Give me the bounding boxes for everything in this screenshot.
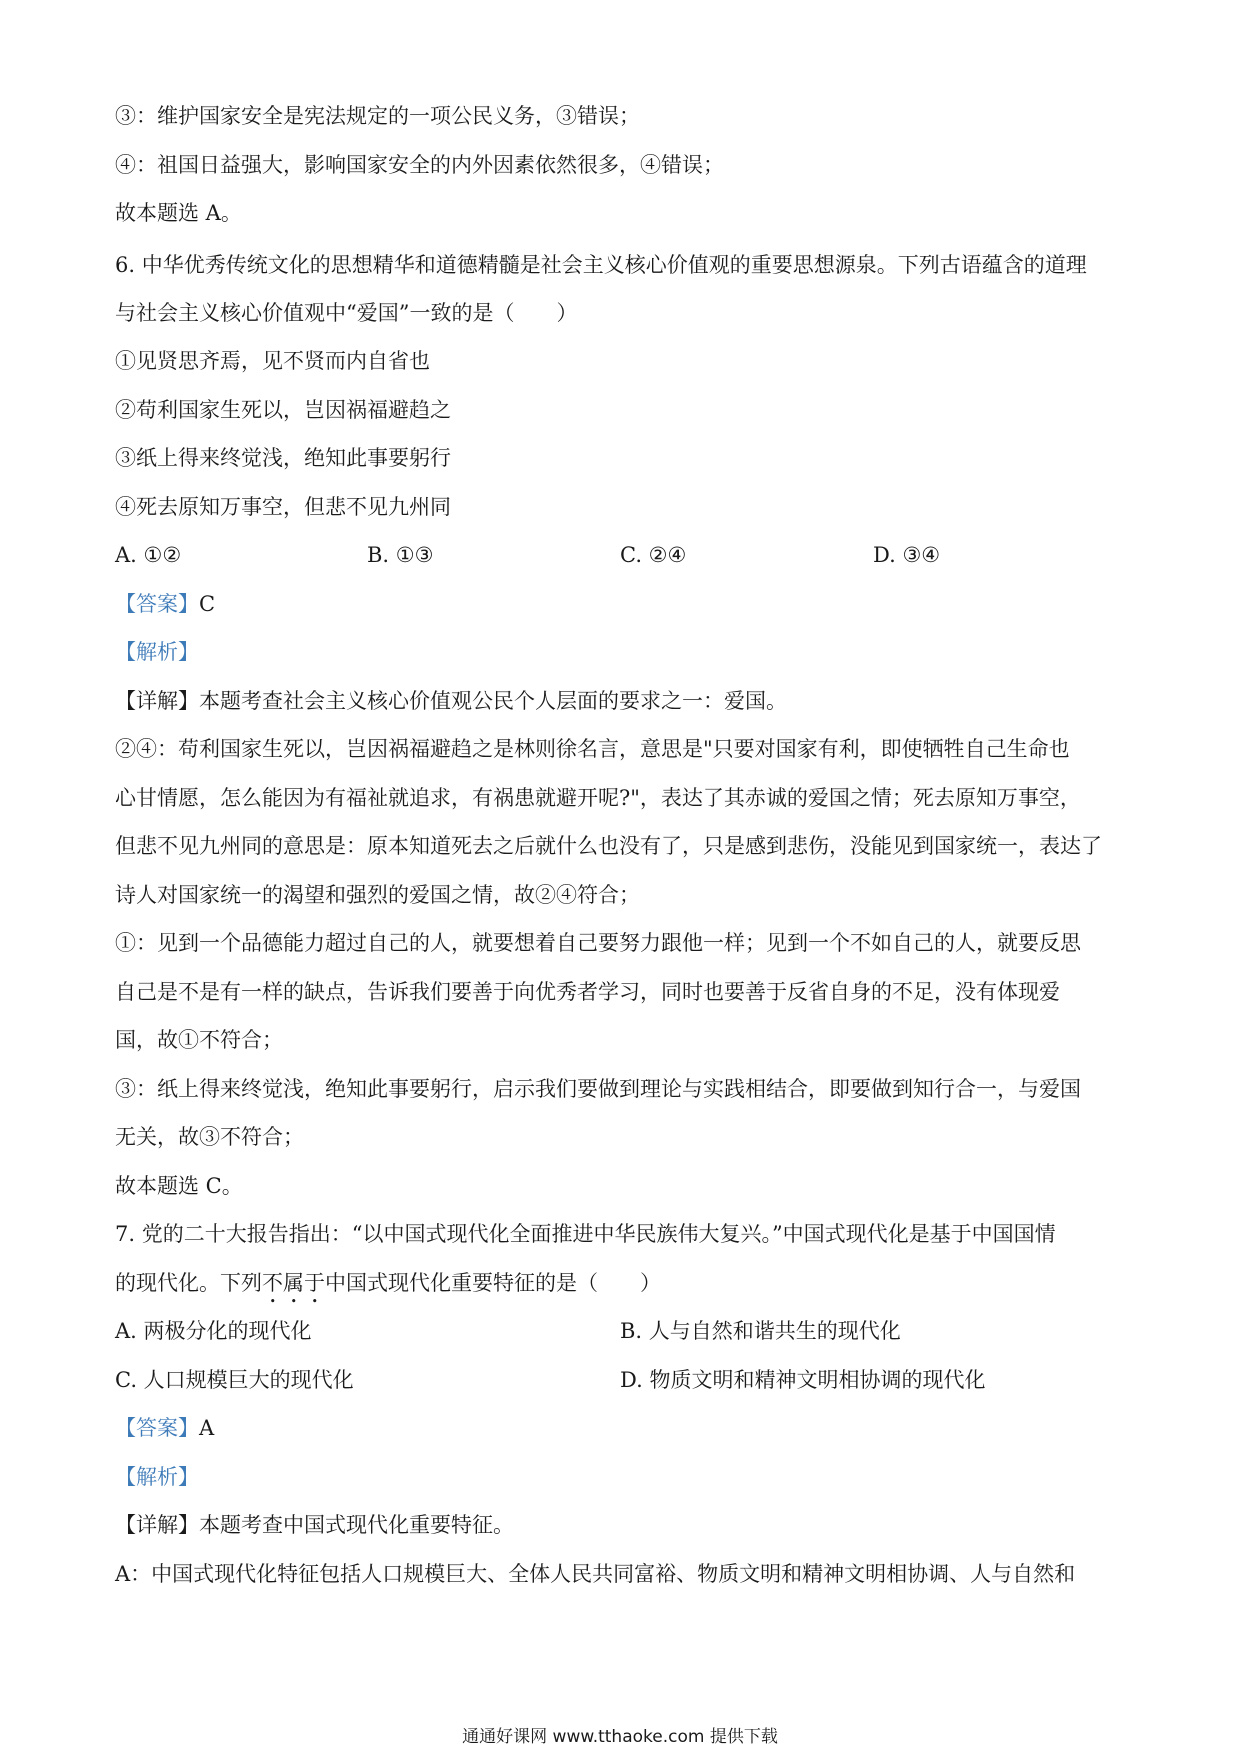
q6-option-c: C. ②④: [620, 543, 687, 567]
q6-detail-intro: 本题考查社会主义核心价值观公民个人层面的要求之一：爱国。: [199, 689, 787, 713]
q7-explanation-line: A：中国式现代化特征包括人口规模巨大、全体人民共同富裕、物质文明和精神文明相协调、人与自然和: [115, 1562, 1076, 1586]
detail-tag: 【详解】: [115, 689, 199, 713]
q7-stem-emphasis: 不属于: [262, 1271, 325, 1295]
q6-explanation-line: ①：见到一个品德能力超过自己的人，就要想着自己要努力跟他一样；见到一个不如自己的人，就要反思: [115, 931, 1081, 955]
q7-option-a: A. 两极分化的现代化: [115, 1319, 312, 1343]
q6-answer-value: C: [199, 592, 216, 616]
q7-detail-intro: 本题考查中国式现代化重要特征。: [199, 1513, 514, 1537]
q6-explanation-line: 国，故①不符合；: [115, 1028, 283, 1052]
q6-analysis-tag-line: [115, 637, 199, 667]
q6-option-a: A. ①②: [115, 543, 182, 567]
q6-statement-4: ④死去原知万事空，但悲不见九州同: [115, 495, 451, 519]
q6-option-d: D. ③④: [873, 543, 941, 567]
q7-stem-line1: 7. 党的二十大报告指出：“以中国式现代化全面推进中华民族伟大复兴。”中国式现代化是基于中国国情: [115, 1222, 1056, 1246]
answer-tag: 【答案】: [115, 1416, 199, 1440]
prev-conclusion: 故本题选 A。: [115, 201, 242, 225]
q6-option-b: B. ①③: [367, 543, 434, 567]
q6-explanation-line: 自己是不是有一样的缺点，告诉我们要善于向优秀者学习，同时也要善于反省自身的不足，没有体现爱: [115, 980, 1060, 1004]
q6-statement-3: ③纸上得来终觉浅，绝知此事要躬行: [115, 446, 451, 470]
analysis-tag: 【解析】: [115, 1465, 199, 1489]
analysis-tag: 【解析】: [115, 640, 199, 664]
detail-tag: 【详解】: [115, 1513, 199, 1537]
q7-stem-pre: 的现代化。下列: [115, 1271, 262, 1295]
prev-analysis-item4: ④：祖国日益强大，影响国家安全的内外因素依然很多，④错误；: [115, 153, 724, 177]
q7-detail-line: [115, 1510, 514, 1540]
q6-answer-line: [115, 589, 215, 619]
q6-detail-line: [115, 686, 787, 716]
q7-option-d: D. 物质文明和精神文明相协调的现代化: [620, 1368, 986, 1392]
q7-stem-post: 中国式现代化重要特征的是（ ）: [325, 1271, 661, 1295]
q7-option-b: B. 人与自然和谐共生的现代化: [620, 1319, 901, 1343]
q7-analysis-tag-line: [115, 1462, 199, 1492]
q6-explanation-line: 诗人对国家统一的渴望和强烈的爱国之情，故②④符合；: [115, 883, 640, 907]
q6-stem-line2: 与社会主义核心价值观中“爱国”一致的是（ ）: [115, 301, 578, 325]
q6-explanation-line: ②④：苟利国家生死以，岂因祸福避趋之是林则徐名言，意思是"只要对国家有利，即使牺牲自己生命也: [115, 737, 1070, 761]
q6-statement-1: ①见贤思齐焉，见不贤而内自省也: [115, 349, 430, 373]
q6-explanation-line: 故本题选 C。: [115, 1174, 243, 1198]
q7-stem-line2: [115, 1268, 661, 1308]
q6-statement-2: ②苟利国家生死以，岂因祸福避趋之: [115, 398, 451, 422]
answer-tag: 【答案】: [115, 592, 199, 616]
prev-analysis-item3: ③：维护国家安全是宪法规定的一项公民义务，③错误；: [115, 104, 640, 128]
q6-explanation-line: 心甘情愿，怎么能因为有福祉就追求，有祸患就避开呢?"，表达了其赤诚的爱国之情；死去原知万事空，: [115, 786, 1081, 810]
q7-option-c: C. 人口规模巨大的现代化: [115, 1368, 354, 1392]
page-footer: 通通好课网 www.tthaoke.com 提供下载: [462, 1727, 778, 1747]
q6-explanation-line: 但悲不见九州同的意思是：原本知道死去之后就什么也没有了，只是感到悲伤，没能见到国家统一，表达了: [115, 834, 1102, 858]
q7-answer-line: [115, 1413, 214, 1443]
q7-answer-value: A: [199, 1416, 215, 1440]
q6-stem-line1: 6. 中华优秀传统文化的思想精华和道德精髓是社会主义核心价值观的重要思想源泉。下列古语蕴含的道理: [115, 253, 1087, 277]
q6-explanation-line: ③：纸上得来终觉浅，绝知此事要躬行，启示我们要做到理论与实践相结合，即要做到知行合一，与爱国: [115, 1077, 1081, 1101]
q6-explanation-line: 无关，故③不符合；: [115, 1125, 304, 1149]
